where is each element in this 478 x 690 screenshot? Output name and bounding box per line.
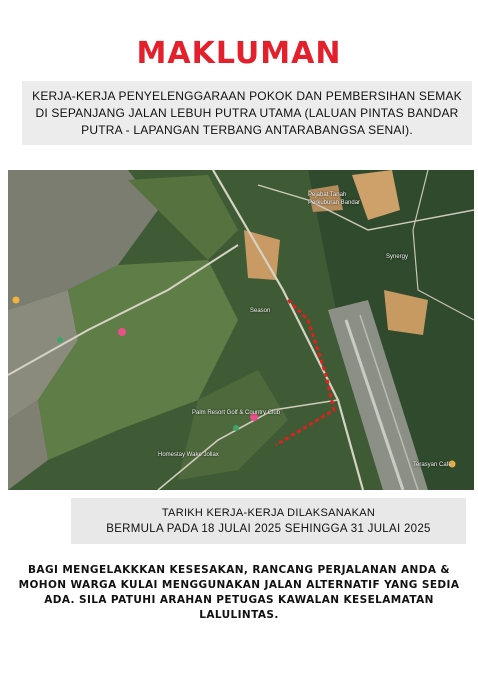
notice-text: KERJA-KERJA PENYELENGGARAAN POKOK DAN PEMBERSIHAN SEMAK DI SEPANJANG JALAN LEBUH PUTRA UTAMA (LALUAN PINTAS BANDAR PUTRA - LAPANGAN TERBANG ANTARABANGSA SENAI).	[32, 88, 462, 137]
map-label-synergy: Synergy	[386, 254, 409, 260]
schedule-dates: BERMULA PADA 18 JULAI 2025 SEHINGGA 31 JULAI 2025	[106, 523, 431, 535]
page-title: MAKLUMAN	[136, 36, 342, 71]
map-label-cemetery: Perkuburan Bandar	[308, 200, 361, 206]
notice-box	[22, 81, 472, 145]
schedule-heading: TARIKH KERJA-KERJA DILAKSANAKAN	[161, 507, 376, 519]
map-label-palm-resort: Palm Resort Golf & Country Club	[192, 410, 281, 416]
map-label-land-office: Pejabat Tanah	[308, 192, 347, 198]
advice-text: BAGI MENGELAKKKAN KESESAKAN, RANCANG PERJALANAN ANDA & MOHON WARGA KULAI MENGGUNAKAN JALAN ALTERNATIF YANG SEDIA ADA. SILA PATUHI ARAHAN PETUGAS KAWALAN KESELAMATAN LALULINTAS.	[18, 564, 460, 621]
schedule-box	[71, 498, 466, 544]
satellite-map	[8, 170, 474, 490]
map-label-cafe: Terasyan Cafe	[413, 462, 452, 468]
map-label-season: Season	[250, 308, 271, 314]
map-label-homestay: Homestay Wake Jollax	[158, 452, 219, 458]
map-graphic	[8, 170, 474, 490]
